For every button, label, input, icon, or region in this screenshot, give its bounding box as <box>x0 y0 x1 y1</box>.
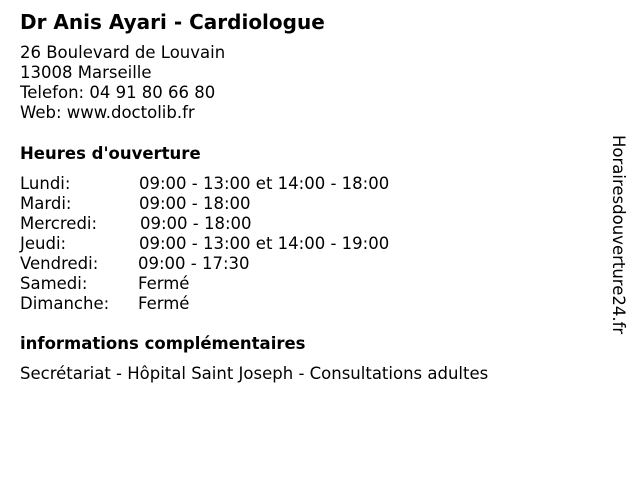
hours-time: 09:00 - 18:00 <box>140 214 252 233</box>
hours-day: Mardi: <box>20 194 72 213</box>
hours-row <box>20 214 480 234</box>
hours-time: 09:00 - 13:00 et 14:00 - 19:00 <box>139 234 390 253</box>
city-postal: 13008 Marseille <box>20 63 152 82</box>
site-watermark: Horairesdouverture24.fr <box>609 135 628 335</box>
page-title: Dr Anis Ayari - Cardiologue <box>20 10 325 34</box>
hours-time: Fermé <box>138 294 190 313</box>
opening-hours-table <box>20 174 480 314</box>
street-address: 26 Boulevard de Louvain <box>20 43 226 62</box>
info-text: Secrétariat - Hôpital Saint Joseph - Consultations adultes <box>20 364 489 383</box>
hours-day: Samedi: <box>20 274 88 293</box>
hours-time: 09:00 - 13:00 et 14:00 - 18:00 <box>139 174 390 193</box>
hours-day: Jeudi: <box>20 234 67 253</box>
phone-number: Telefon: 04 91 80 66 80 <box>20 83 216 102</box>
hours-row <box>20 294 480 314</box>
hours-day: Dimanche: <box>20 294 110 313</box>
hours-row <box>20 254 480 274</box>
hours-time: Fermé <box>138 274 190 293</box>
hours-row <box>20 274 480 294</box>
info-heading: informations complémentaires <box>20 334 306 353</box>
hours-heading: Heures d'ouverture <box>20 144 201 163</box>
hours-time: 09:00 - 17:30 <box>138 254 250 273</box>
address-block <box>20 43 225 123</box>
hours-day: Lundi: <box>20 174 71 193</box>
hours-row <box>20 174 480 194</box>
website: Web: www.doctolib.fr <box>20 103 195 122</box>
hours-day: Vendredi: <box>20 254 99 273</box>
hours-row <box>20 194 480 214</box>
hours-row <box>20 234 480 254</box>
hours-time: 09:00 - 18:00 <box>139 194 251 213</box>
hours-day: Mercredi: <box>20 214 98 233</box>
